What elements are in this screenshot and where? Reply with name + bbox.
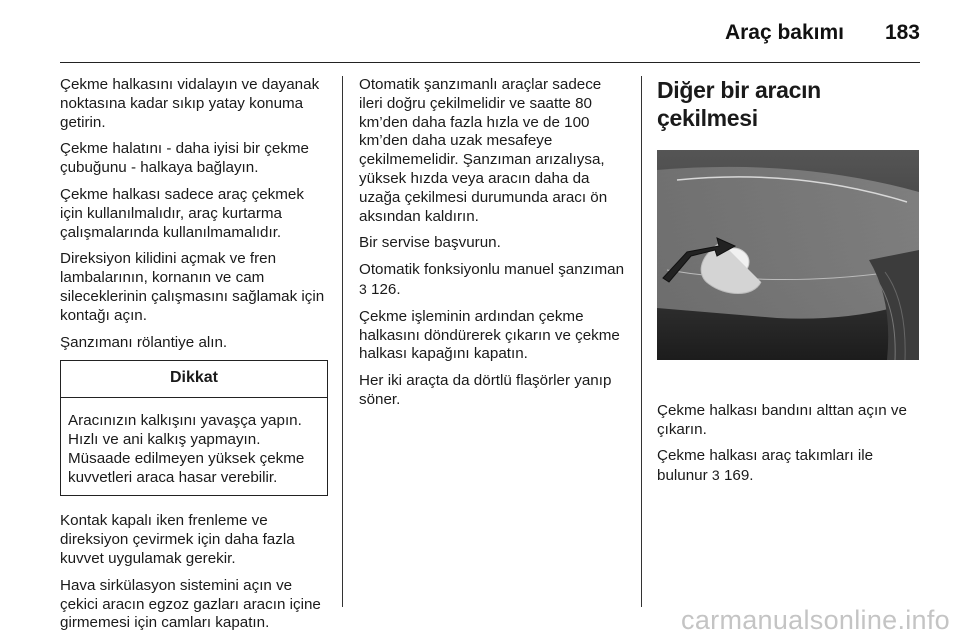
column-divider-1 bbox=[342, 76, 343, 607]
column-1 bbox=[60, 76, 328, 641]
paragraph: Şanzımanı rölantiye alın. bbox=[60, 333, 228, 351]
paragraph: Hava sirkülasyon sistemini açın ve çekici aracın egzoz gazları aracın içine girmemesi için camları kapatın. bbox=[60, 576, 321, 632]
paragraph-with-reference bbox=[359, 261, 627, 300]
paragraph: Çekme halkasını vidalayın ve dayanak noktasına kadar sıkıp yatay konuma getirin. bbox=[60, 76, 320, 131]
paragraph-with-reference bbox=[657, 447, 925, 486]
page-reference-link[interactable]: 169. bbox=[723, 467, 754, 485]
paragraph: Otomatik şanzımanlı araçlar sadece ileri doğru çekilmelidir ve saatte 80 km’den daha fazla hızla ve de 100 km’den daha uzak mesafeye çekilmemelidir. Şanzıman arızalıysa, yüksek hızda veya aracın daha da uzağa çekilmesi durumunda aracı ön aksından kaldırın. bbox=[359, 76, 608, 225]
paragraph: Bir servise başvurun. bbox=[359, 234, 501, 252]
paragraph: Çekme halkası sadece araç çekmek için kullanılmalıdır, araç kurtarma çalışmalarında kullanılmamalıdır. bbox=[60, 185, 304, 241]
paragraph: Çekme işleminin ardından çekme halkasını döndürerek çıkarın ve çekme halkası kapağını kapatın. bbox=[359, 307, 620, 363]
reference-arrow-icon: 3 bbox=[359, 280, 367, 297]
warning-body: Aracınızın kalkışını yavaşça yapın. Hızlı ve ani kalkış yapmayın. Müsaade edilmeyen yüksek çekme kuvvetleri araca hasar verebilir. bbox=[68, 412, 305, 486]
reference-arrow-icon: 3 bbox=[711, 467, 720, 484]
section-title: Diğer bir aracın çekilmesi bbox=[657, 77, 821, 131]
page-number: 183 bbox=[884, 21, 920, 44]
reference-text: Çekme halkası araç takımları ile bulunur bbox=[657, 447, 874, 485]
paragraph: Çekme halatını - daha iyisi bir çekme çubuğunu - halkaya bağlayın. bbox=[60, 140, 310, 177]
paragraph: Çekme halkası bandını alttan açın ve çıkarın. bbox=[657, 401, 907, 438]
chapter-title: Araç bakımı bbox=[724, 21, 844, 44]
warning-title: Dikkat bbox=[61, 361, 327, 398]
page-header bbox=[60, 0, 920, 63]
column-3 bbox=[657, 76, 925, 494]
reference-text: Otomatik fonksiyonlu manuel şanzıman bbox=[359, 261, 625, 279]
tow-eye-cover-illustration bbox=[657, 150, 919, 360]
paragraph: Kontak kapalı iken frenleme ve direksiyon çevirmek için daha fazla kuvvet uygulamak gerekir. bbox=[60, 512, 295, 567]
warning-box bbox=[60, 360, 328, 496]
column-2 bbox=[359, 76, 627, 418]
watermark: carmanualsonline.info bbox=[681, 605, 950, 635]
paragraph: Direksiyon kilidini açmak ve fren lambalarının, kornanın ve cam sileceklerinin çalışmasını sağlamak için kontağı açın. bbox=[60, 250, 325, 324]
page-reference-link[interactable]: 126. bbox=[371, 280, 401, 298]
paragraph: Her iki araçta da dörtlü flaşörler yanıp söner. bbox=[359, 372, 612, 408]
column-divider-2 bbox=[641, 76, 642, 607]
